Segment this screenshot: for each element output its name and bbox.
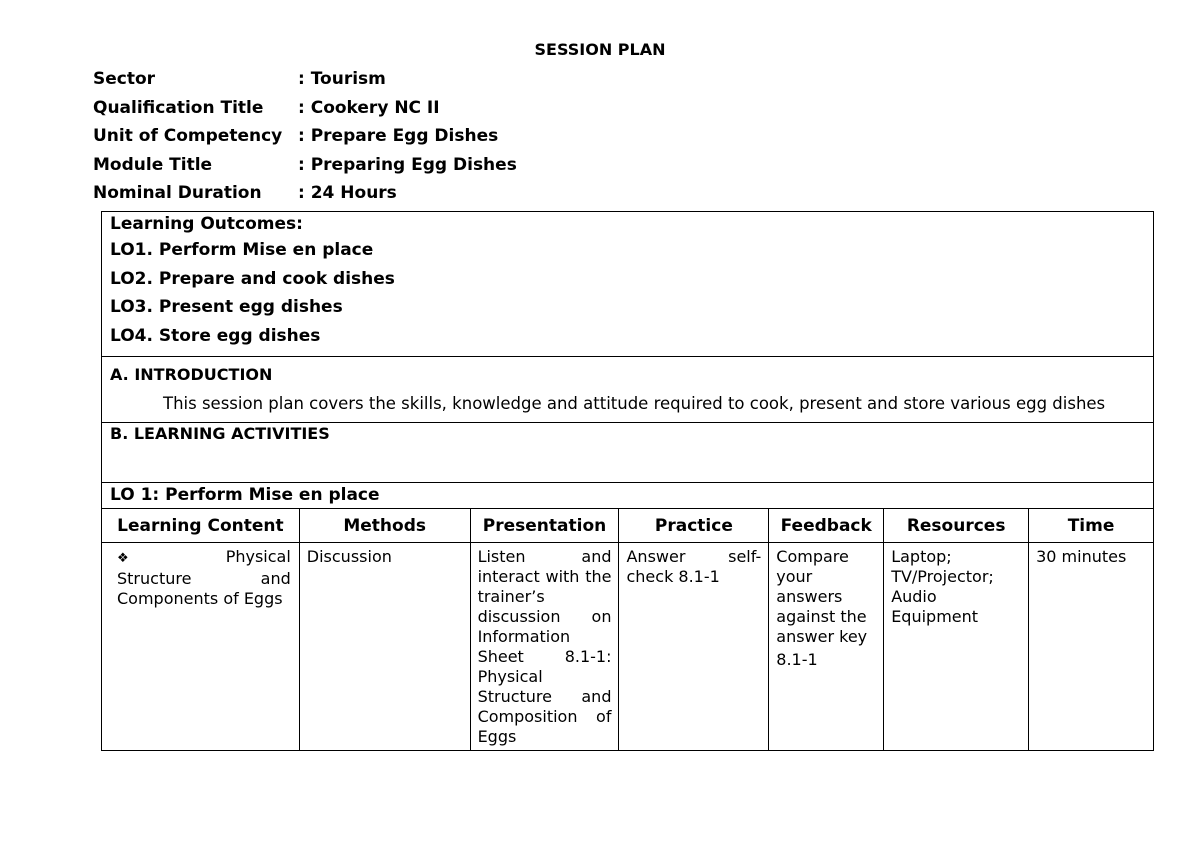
header-label: Unit of Competency bbox=[93, 126, 283, 146]
learning-outcomes-section bbox=[102, 212, 1153, 357]
resource-item: TV/Projector; bbox=[891, 567, 994, 586]
learning-outcome-item: LO3. Present egg dishes bbox=[110, 297, 343, 318]
methods-cell: Discussion bbox=[299, 543, 470, 751]
learning-content-cell bbox=[102, 543, 300, 751]
header-value: : Prepare Egg Dishes bbox=[298, 126, 499, 146]
time-cell: 30 minutes bbox=[1029, 543, 1154, 751]
resources-cell bbox=[884, 543, 1029, 751]
introduction-section bbox=[102, 357, 1153, 423]
header-row-unit bbox=[93, 126, 498, 146]
header-value: : Cookery NC II bbox=[298, 98, 440, 118]
column-header: Time bbox=[1029, 509, 1154, 543]
resource-item: Laptop; bbox=[891, 547, 952, 566]
table-header-row bbox=[102, 509, 1154, 543]
column-header: Presentation bbox=[470, 509, 619, 543]
feedback-reference: 8.1-1 bbox=[776, 650, 818, 669]
header-label: Qualification Title bbox=[93, 98, 264, 118]
presentation-cell: Listen and interact with the trainer’s discussion on Information Sheet 8.1-1: Physical Structure and Composition of Eggs bbox=[470, 543, 619, 751]
header-row-sector bbox=[93, 69, 386, 89]
header-row-module bbox=[93, 155, 517, 175]
feedback-cell bbox=[769, 543, 884, 751]
learning-outcome-item: LO1. Perform Mise en place bbox=[110, 240, 374, 260]
bullet-icon: ❖ bbox=[117, 551, 144, 566]
column-header: Resources bbox=[884, 509, 1029, 543]
learning-activities-section bbox=[102, 423, 1153, 483]
lo1-section bbox=[102, 483, 1153, 509]
column-header: Learning Content bbox=[102, 509, 300, 543]
column-header: Methods bbox=[299, 509, 470, 543]
header-label: Sector bbox=[93, 69, 156, 89]
header-label: Module Title bbox=[93, 155, 213, 175]
header-value: : Tourism bbox=[298, 69, 386, 89]
learning-outcomes-heading: Learning Outcomes: bbox=[110, 214, 303, 234]
table-row bbox=[102, 543, 1154, 751]
learning-content-wrapper bbox=[117, 547, 291, 609]
header-label: Nominal Duration bbox=[93, 183, 262, 203]
practice-cell: Answer self-check 8.1-1 bbox=[619, 543, 769, 751]
learning-activities-heading: B. LEARNING ACTIVITIES bbox=[110, 424, 330, 443]
learning-content-text: Physical Structure and Components of Eggs bbox=[117, 547, 291, 608]
introduction-text: This session plan covers the skills, knowledge and attitude required to cook, present and store various egg dishes bbox=[163, 394, 1106, 413]
page-title: SESSION PLAN bbox=[534, 40, 666, 59]
learning-activities-table bbox=[101, 508, 1154, 751]
session-plan-box bbox=[101, 211, 1154, 509]
lo1-heading: LO 1: Perform Mise en place bbox=[110, 485, 380, 505]
learning-outcome-item: LO2. Prepare and cook dishes bbox=[110, 268, 395, 289]
column-header: Practice bbox=[619, 509, 769, 543]
header-row-qualification bbox=[93, 98, 440, 118]
header-value: : Preparing Egg Dishes bbox=[298, 155, 517, 175]
feedback-text: Compare your answers against the answer key bbox=[776, 547, 868, 646]
resource-item: Audio Equipment bbox=[891, 587, 979, 626]
header-value: : 24 Hours bbox=[298, 183, 397, 203]
header-row-duration bbox=[93, 183, 397, 203]
introduction-heading: A. INTRODUCTION bbox=[110, 365, 273, 384]
column-header: Feedback bbox=[769, 509, 884, 543]
learning-outcome-item: LO4. Store egg dishes bbox=[110, 325, 321, 346]
